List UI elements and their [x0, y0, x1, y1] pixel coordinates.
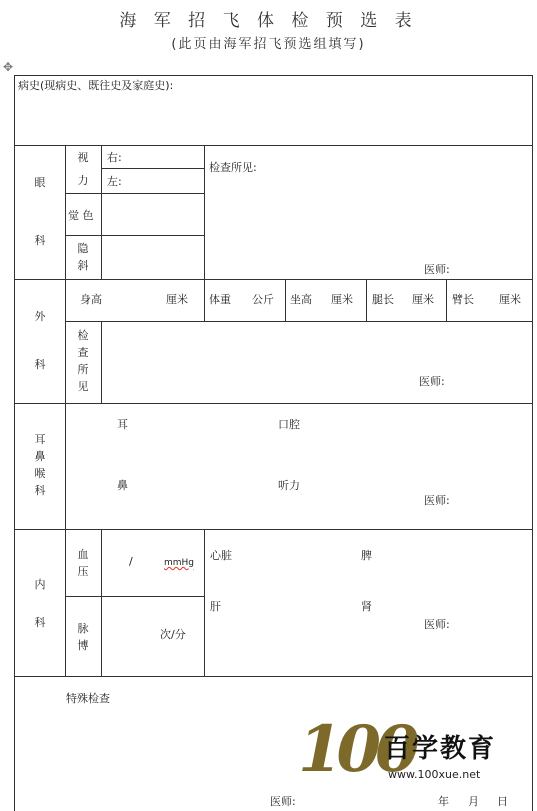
internal-section-label-1: 内 [34, 578, 46, 591]
ent-doctor-label: 医师: [424, 494, 450, 507]
pulse-unit: 次/分 [160, 628, 186, 641]
weight-unit: 公斤 [252, 293, 274, 306]
leg-length-label: 腿长 [372, 293, 394, 306]
watermark-logo-name: 百学教育 [384, 734, 497, 764]
eye-section-label-2: 科 [34, 234, 46, 247]
surgery-findings-label-3: 所 [77, 363, 89, 376]
surgery-findings-label-1: 检 [77, 329, 89, 342]
surgery-findings-label-4: 见 [77, 380, 89, 393]
sitting-height-label: 坐高 [290, 293, 312, 306]
form-title: 海 军 招 飞 体 检 预 选 表 [119, 11, 418, 31]
vision-label-1: 视 [77, 151, 89, 164]
special-doctor-label: 医师: [270, 795, 296, 808]
eye-doctor-label: 医师: [424, 263, 450, 276]
date-month-label: 月 [468, 795, 479, 808]
watermark-logo-url: www.100xue.net [388, 768, 481, 781]
color-vision-label: 觉 色 [68, 209, 94, 222]
mouth-label: 口腔 [278, 418, 300, 431]
strabismus-label-1: 隐 [77, 242, 89, 255]
ent-section-label-2: 鼻 [34, 450, 46, 463]
ent-section-label-4: 科 [34, 484, 46, 497]
surgery-findings-label-2: 查 [77, 346, 89, 359]
arm-length-label: 臂长 [452, 293, 474, 306]
form-subtitle: (此页由海军招飞预选组填写) [171, 37, 366, 52]
bp-unit: mmHg [164, 558, 195, 568]
ent-section-label-3: 喉 [34, 467, 46, 480]
leg-length-unit: 厘米 [412, 293, 434, 306]
internal-section-label-2: 科 [34, 616, 46, 629]
table-move-handle-icon[interactable]: ✥ [3, 60, 14, 74]
surgery-doctor-label: 医师: [419, 375, 445, 388]
weight-label: 体重 [209, 293, 231, 306]
surgery-section-label-1: 外 [34, 310, 46, 323]
heart-label: 心脏 [210, 549, 232, 562]
arm-length-unit: 厘米 [499, 293, 521, 306]
strabismus-label-2: 斜 [77, 259, 89, 272]
watermark-logo-number: 100 [298, 712, 414, 787]
hearing-label: 听力 [278, 479, 300, 492]
pulse-label-2: 博 [77, 639, 89, 652]
eye-findings-label: 检查所见: [209, 161, 257, 174]
medical-history-field[interactable] [16, 96, 531, 144]
nose-label: 鼻 [117, 479, 128, 492]
bp-label-1: 血 [77, 548, 89, 561]
height-label: 身高 [80, 293, 102, 306]
date-day-label: 日 [497, 795, 508, 808]
internal-doctor-label: 医师: [424, 618, 450, 631]
ent-section-label-1: 耳 [34, 433, 46, 446]
kidney-label: 肾 [361, 600, 372, 613]
surgery-section-label-2: 科 [34, 358, 46, 371]
medical-history-label: 病史(现病史、既往史及家庭史): [18, 79, 174, 92]
ear-label: 耳 [117, 418, 128, 431]
vision-label-2: 力 [77, 174, 89, 187]
spleen-label: 脾 [361, 549, 372, 562]
vision-left-label: 左: [107, 175, 122, 188]
vision-right-label: 右: [107, 151, 122, 164]
pulse-label-1: 脉 [77, 622, 89, 635]
special-exam-label: 特殊检查 [66, 692, 110, 705]
bp-separator: / [129, 555, 133, 568]
liver-label: 肝 [210, 600, 221, 613]
eye-section-label-1: 眼 [34, 176, 46, 189]
date-year-label: 年 [438, 795, 449, 808]
bp-label-2: 压 [77, 565, 89, 578]
sitting-height-unit: 厘米 [331, 293, 353, 306]
height-unit: 厘米 [166, 293, 188, 306]
